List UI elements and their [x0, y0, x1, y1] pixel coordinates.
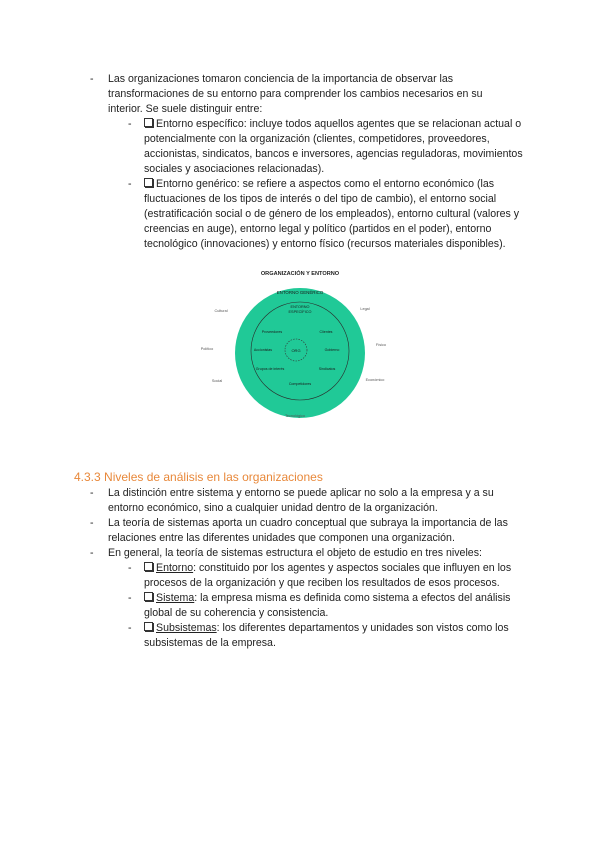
- agent-clientes: Clientes: [319, 330, 333, 334]
- factor-economico: Económico: [365, 378, 385, 382]
- section-bullets: [90, 486, 530, 561]
- factor-legal: Legal: [360, 307, 370, 311]
- level-subsistemas: [128, 621, 522, 651]
- term-description: : se refiere a aspectos como el entorno económico (las fluctuaciones de los tipos de interés o del tipo de cambio), el entorno social (estratificación social o de género de los empleados), entorno cultural (valores y creencias en auge), entorno legal y político (partidos en el poder), entorno tecnológico (innovaciones) y entorno físico (recursos materiales disponibles).: [144, 178, 520, 250]
- section-bullet-text: La teoría de sistemas aporta un cuadro conceptual que subraya la importancia de las relaciones entre las diferentes unidades que componen una organización.: [108, 517, 508, 544]
- checkbox-icon: [144, 622, 153, 631]
- factor-cultural: Cultural: [214, 309, 228, 313]
- checkbox-icon: [144, 118, 153, 127]
- checkbox-icon: [144, 562, 153, 571]
- entorno-especifico-item: [128, 117, 528, 177]
- inner-label-line1: ENTORNO: [290, 305, 310, 309]
- level-term: Sistema: [156, 592, 195, 604]
- intro-list: [90, 72, 510, 117]
- bullet-dash: -: [90, 517, 94, 529]
- factor-social: Social: [211, 379, 223, 383]
- checkbox-icon: [144, 178, 153, 187]
- bullet-dash: -: [90, 547, 94, 559]
- bullet-dash: -: [128, 592, 132, 604]
- checkbox-icon: [144, 592, 153, 601]
- term: Entorno específico: [156, 118, 244, 130]
- factor-politico: Político: [200, 347, 214, 351]
- agent-proveedores: Proveedores: [261, 330, 283, 334]
- agent-sindicatos: Sindicatos: [318, 367, 336, 371]
- agent-grupos: Grupos de interés: [255, 367, 285, 371]
- term-description: : incluye todos aquellos agentes que se relacionan actual o potencialmente con la organización (clientes, competidores, proveedores, accionistas, sindicatos, bancos e inversores, agencias reguladoras, movimientos sociales y asociaciones relacionadas).: [144, 118, 523, 175]
- factor-fisico: Físico: [375, 343, 387, 347]
- bullet-dash: -: [128, 178, 132, 190]
- section-bullet-text: La distinción entre sistema y entorno se puede aplicar no solo a la empresa y a su entorno económico, sino a cualquier unidad dentro de la organización.: [108, 487, 494, 514]
- level-description: : la empresa misma es definida como sistema a efectos del análisis global de su coherencia y consistencia.: [144, 592, 511, 619]
- bullet-dash: -: [90, 73, 94, 85]
- entorno-types-list: [128, 117, 528, 252]
- section-bullet: [90, 516, 530, 546]
- level-sistema: [128, 591, 522, 621]
- level-entorno: [128, 561, 522, 591]
- outer-label: ENTORNO GENÉRICO: [276, 290, 324, 295]
- organization-label: ORG: [291, 348, 301, 353]
- level-term: Subsistemas: [156, 622, 217, 634]
- bullet-dash: -: [90, 487, 94, 499]
- level-description: : los diferentes departamentos y unidades son vistos como los subsistemas de la empresa.: [144, 622, 509, 649]
- agent-competidores: Competidores: [288, 382, 312, 386]
- intro-bullet: [90, 72, 510, 117]
- intro-bullet-text: Las organizaciones tomaron conciencia de la importancia de observar las transformaciones de su entorno para comprender los cambios necesarios en su interior. Se suele distinguir entre:: [108, 73, 483, 115]
- section-bullet: [90, 486, 530, 516]
- level-description: : constituido por los agentes y aspectos sociales que influyen en los procesos de la organización y que reciben los resultados de esos procesos.: [144, 562, 512, 589]
- inner-label-line2: ESPECÍFICO: [288, 310, 312, 314]
- levels-list: [128, 561, 522, 651]
- entorno-generico-item: [128, 177, 528, 252]
- diagram-title: ORGANIZACIÓN Y ENTORNO: [260, 271, 340, 277]
- level-term: Entorno: [156, 562, 194, 574]
- factor-tecnologico: Tecnológico: [284, 414, 306, 418]
- agent-accionistas: Accionistas: [253, 348, 273, 352]
- organization-environment-diagram: [195, 266, 405, 422]
- bullet-dash: -: [128, 622, 132, 634]
- section-bullet: [90, 546, 530, 561]
- bullet-dash: -: [128, 562, 132, 574]
- term: Entorno genérico: [156, 178, 237, 190]
- section-bullet-text: En general, la teoría de sistemas estructura el objeto de estudio en tres niveles:: [108, 547, 482, 559]
- section-heading: 4.3.3 Niveles de análisis en las organizaciones: [74, 470, 323, 484]
- agent-gobierno: Gobierno: [324, 348, 340, 352]
- bullet-dash: -: [128, 118, 132, 130]
